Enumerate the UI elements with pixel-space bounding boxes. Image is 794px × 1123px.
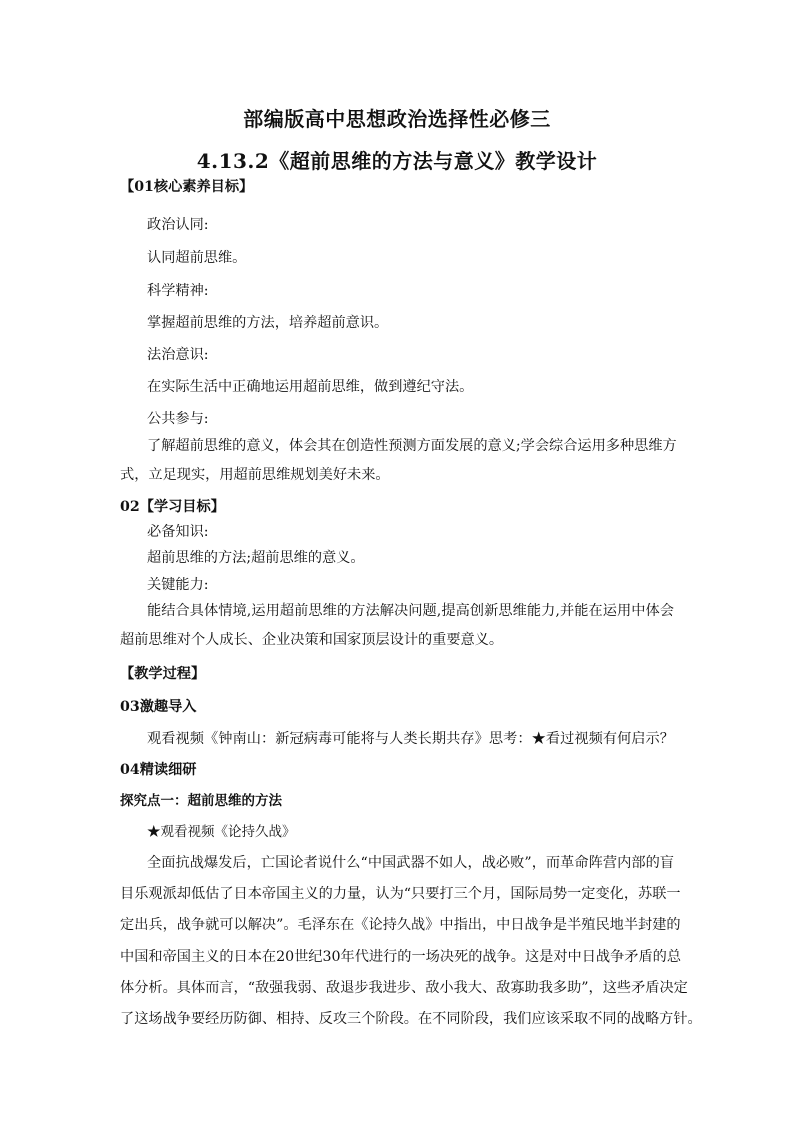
paragraph-line-3: 定出兵，战争就可以解决”。毛泽东在《论持久战》中指出，中日战争是半殖民地半封建的 xyxy=(120,917,681,933)
section-heading-core-literacy: 【01核心素养目标】 xyxy=(120,179,254,195)
political-identity-text: 认同超前思维。 xyxy=(147,250,247,266)
scientific-spirit-label: 科学精神: xyxy=(147,283,209,299)
document-subtitle: 4.13.2《超前思维的方法与意义》教学设计 xyxy=(196,149,598,173)
rule-of-law-label: 法治意识: xyxy=(147,347,209,363)
public-participation-label: 公共参与: xyxy=(147,411,209,427)
intro-text: 观看视频《钟南山：新冠病毒可能将与人类长期共存》思考：★看过视频有何启示？ xyxy=(147,731,674,747)
essential-knowledge-text: 超前思维的方法;超前思维的意义。 xyxy=(147,550,365,566)
explore-point-heading: 探究点一：超前思维的方法 xyxy=(120,793,282,809)
scientific-spirit-text: 掌握超前思维的方法，培养超前意识。 xyxy=(147,315,389,331)
paragraph-line-1: 全面抗战爆发后，亡国论者说什么“中国武器不如人，战必败”，而革命阵营内部的盲 xyxy=(147,855,674,871)
section-heading-intro: 03激趣导入 xyxy=(120,699,197,715)
rule-of-law-text: 在实际生活中正确地运用超前思维，做到遵纪守法。 xyxy=(147,379,474,395)
paragraph-line-5: 体分析。具体而言，“敌强我弱、敌退步我进步、敌小我大、敌寡助我多助”，这些矛盾决定 xyxy=(120,980,688,996)
key-ability-text-line2: 超前思维对个人成长、企业决策和国家顶层设计的重要意义。 xyxy=(120,632,504,648)
paragraph-line-2: 目乐观派却低估了日本帝国主义的力量，认为“只要打三个月，国际局势一定变化，苏联一 xyxy=(120,886,681,902)
document-title: 部编版高中思想政治选择性必修三 xyxy=(243,107,551,131)
essential-knowledge-label: 必备知识: xyxy=(147,524,209,540)
political-identity-label: 政治认同: xyxy=(147,217,209,233)
section-heading-close-reading: 04精读细研 xyxy=(120,762,197,778)
paragraph-line-6: 了这场战争要经历防御、相持、反攻三个阶段。在不同阶段，我们应该采取不同的战略方针。 xyxy=(120,1011,702,1027)
section-heading-teaching-process: 【教学过程】 xyxy=(120,666,206,682)
key-ability-label: 关键能力: xyxy=(147,577,209,593)
video-note: ★观看视频《论持久战》 xyxy=(147,824,296,840)
public-participation-text-line2: 式，立足现实，用超前思维规划美好未来。 xyxy=(120,467,390,483)
section-heading-learning-goals: 02【学习目标】 xyxy=(120,499,225,515)
public-participation-text-line1: 了解超前思维的意义，体会其在创造性预测方面发展的意义;学会综合运用多种思维方 xyxy=(147,438,677,454)
key-ability-text-line1: 能结合具体情境,运用超前思维的方法解决问题,提高创新思维能力,并能在运用中体会 xyxy=(147,603,674,619)
paragraph-line-4: 中国和帝国主义的日本在20世纪30年代进行的一场决死的战争。这是对中日战争矛盾的总 xyxy=(120,949,682,965)
